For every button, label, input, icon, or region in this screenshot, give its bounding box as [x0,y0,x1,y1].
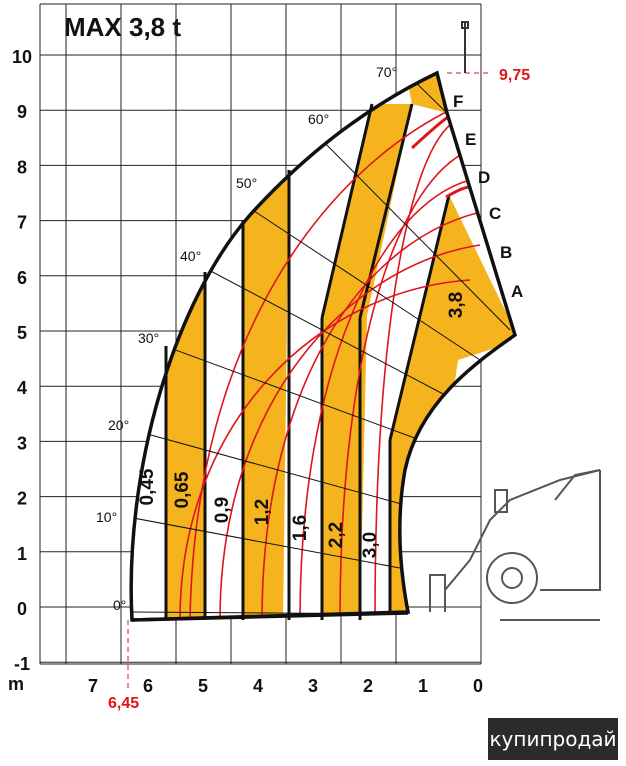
capacity-label: 0,45 [137,468,158,506]
capacity-label: 2,2 [326,521,347,549]
capacity-label: 0,9 [212,496,233,524]
x-tick-label: 3 [307,676,319,696]
max-height-label: 9,75 [499,67,531,84]
angle-label: 40° [180,248,202,264]
y-tick-label: -1 [13,654,31,675]
capacity-label: 0,65 [172,471,193,509]
extension-letter: B [500,243,513,262]
angle-label: 20° [108,417,130,433]
extension-letter: C [489,204,502,223]
x-tick-label: 2 [362,676,374,696]
x-tick-label: 0 [472,676,484,696]
angle-label: 10° [96,509,118,525]
angle-label: 30° [138,330,160,346]
y-tick-label: 2 [16,488,28,509]
extension-letter: E [465,130,477,149]
capacity-label: 1,6 [290,514,311,542]
extension-letter: D [478,168,491,187]
extension-letter: F [453,92,464,111]
capacity-label: 1,2 [252,498,273,526]
angle-label: 0° [113,597,127,613]
angle-label: 70° [376,64,398,80]
y-tick-label: 1 [16,543,28,564]
capacity-label: 3,8 [446,291,467,319]
x-tick-label: 4 [252,676,264,696]
angle-label: 60° [308,111,330,127]
watermark-logo: купипродай [488,718,618,760]
band-1-2 [243,168,289,620]
y-tick-label: 8 [16,157,28,178]
angle-label: 50° [236,175,258,191]
y-axis-labels [12,47,32,674]
x-axis-unit: m [8,674,25,694]
y-tick-label: 3 [16,433,28,454]
y-tick-label: 0 [16,599,28,619]
y-tick-label: 7 [16,212,28,233]
chart-title: MAX 3,8 t [64,12,182,42]
max-reach-label: 6,45 [108,695,140,712]
x-tick-label: 5 [197,676,209,696]
max-height-marker [447,22,490,73]
machine-silhouette [430,470,600,620]
y-tick-label: 4 [16,378,28,399]
x-tick-label: 1 [417,676,429,696]
y-tick-label: 10 [11,47,33,67]
capacity-label: 3,0 [360,531,381,559]
y-tick-label: 6 [16,267,28,288]
y-tick-label: 5 [16,323,28,343]
x-axis-labels [88,676,483,696]
y-tick-label: 9 [16,102,28,123]
x-tick-label: 6 [142,676,154,696]
extension-letter: A [511,282,524,301]
x-tick-label: 7 [87,676,99,696]
